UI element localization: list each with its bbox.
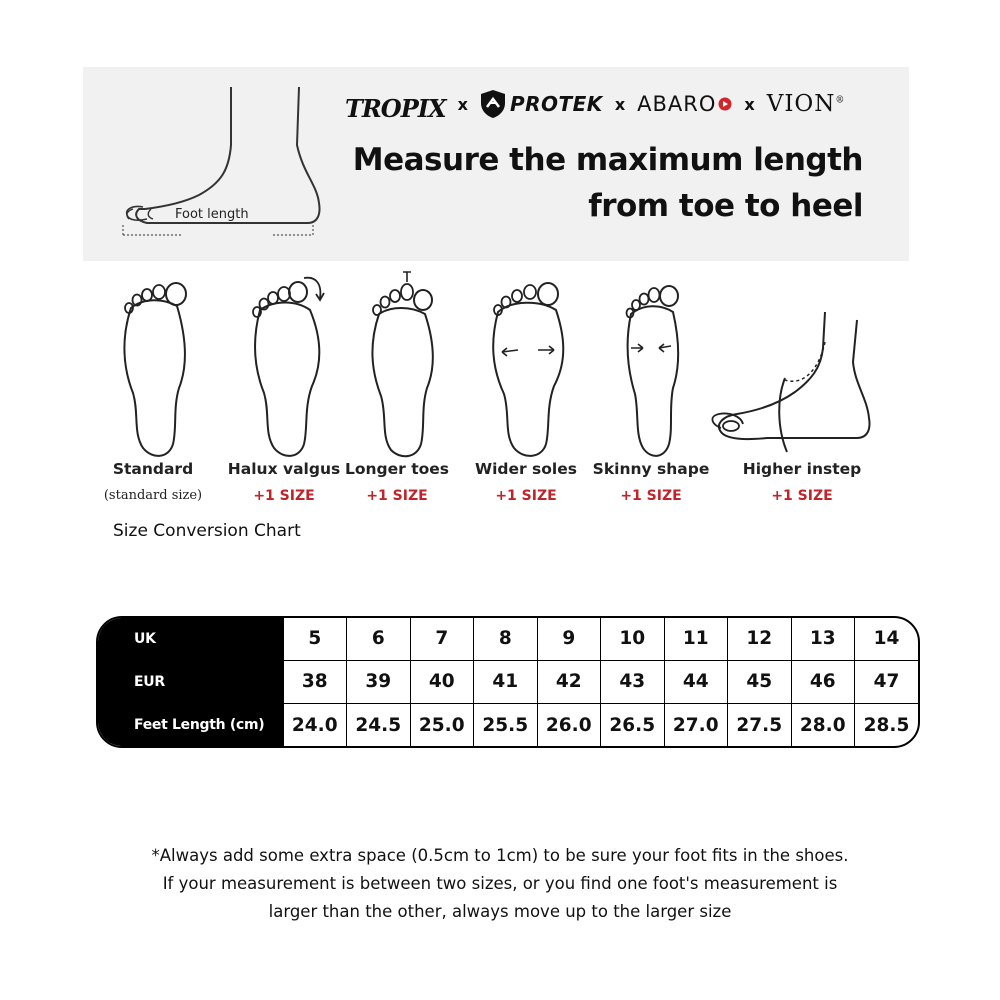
foot-type-note: (standard size) [103,488,203,503]
row-header: UK [98,618,283,660]
protek-shield-icon [480,89,506,119]
table-cell: 26.0 [537,704,601,746]
table-cell: 25.5 [474,704,538,746]
foot-type-name: Standard [112,460,194,478]
table-cell: 24.5 [347,704,411,746]
table-cell: 38 [283,660,347,703]
brand-separator: x [744,94,755,114]
longer-toes-foot-icon [347,268,447,458]
table-cell: 43 [601,660,665,703]
table-cell: 40 [410,660,474,703]
foot-type-higher-instep [722,262,882,512]
table-cell: 10 [601,618,665,660]
abaro-wordmark: ABARO [637,92,717,116]
table-cell: 27.5 [728,704,792,746]
foot-type-wider-soles [461,262,591,512]
headline-line-2: from toe to heel [588,188,863,224]
footnote-line-2: If your measurement is between two sizes, or you find one foot's measurement is [162,874,838,893]
vion-wordmark: VION [766,91,836,117]
foot-type-note: +1 SIZE [495,488,557,504]
footnote-line-1: *Always add some extra space (0.5cm to 1cm) to be sure your foot fits in the shoes. [151,846,849,865]
brand-separator: x [457,94,468,114]
table-cell: 24.0 [283,704,347,746]
halux-valgus-foot-icon [234,268,334,458]
wider-soles-foot-icon [476,268,576,458]
foot-type-name: Halux valgus [227,460,341,478]
skinny-shape-foot-icon [601,268,701,458]
table-row [98,704,918,746]
table-cell: 5 [283,618,347,660]
table-cell: 6 [347,618,411,660]
foot-type-name: Higher instep [742,460,862,478]
row-header: Feet Length (cm) [98,704,283,746]
headline-line-1: Measure the maximum length [352,142,863,178]
foot-type-standard [88,262,218,512]
row-header: EUR [98,660,283,703]
table-cell: 11 [664,618,728,660]
standard-foot-icon [103,268,203,458]
protek-logo [480,89,603,119]
foot-type-name: Skinny shape [592,460,710,478]
vion-logo [767,91,846,117]
foot-type-halux-valgus [219,262,349,512]
protek-wordmark: PROTEK [509,92,603,116]
table-cell: 46 [791,660,855,703]
higher-instep-foot-icon [707,268,882,458]
table-cell: 28.0 [791,704,855,746]
table-cell: 8 [474,618,538,660]
tropix-logo: TROPIX [345,93,446,123]
table-cell: 44 [664,660,728,703]
measure-banner [83,67,909,261]
table-cell: 9 [537,618,601,660]
table-cell: 27.0 [664,704,728,746]
table-cell: 14 [855,618,919,660]
foot-type-note: +1 SIZE [366,488,428,504]
foot-type-note: +1 SIZE [620,488,682,504]
table-cell: 26.5 [601,704,665,746]
foot-type-note: +1 SIZE [253,488,315,504]
size-conversion-table [96,616,920,748]
table-cell: 7 [410,618,474,660]
table-cell: 39 [347,660,411,703]
table-cell: 42 [537,660,601,703]
footnote-line-3: larger than the other, always move up to the larger size [268,902,732,921]
table-cell: 41 [474,660,538,703]
size-chart-title: Size Conversion Chart [113,521,301,541]
table-cell: 12 [728,618,792,660]
table-cell: 13 [791,618,855,660]
foot-type-name: Wider soles [475,460,577,478]
table-cell: 28.5 [855,704,919,746]
foot-type-name: Longer toes [344,460,449,478]
foot-type-note: +1 SIZE [771,488,833,504]
abaro-logo [637,92,732,116]
registered-mark: ® [835,95,846,106]
foot-length-label: Foot length [175,207,249,222]
table-cell: 45 [728,660,792,703]
foot-type-skinny-shape [586,262,716,512]
foot-type-longer-toes [332,262,462,512]
brand-separator: x [614,94,626,114]
table-cell: 25.0 [410,704,474,746]
measure-headline [353,137,863,229]
table-cell: 47 [855,660,919,703]
foot-types-row [0,262,1000,512]
play-circle-icon [718,97,732,111]
table-row [98,660,918,703]
table-row [98,618,918,660]
brand-logos [345,79,875,129]
sizing-footnote [0,842,1000,926]
